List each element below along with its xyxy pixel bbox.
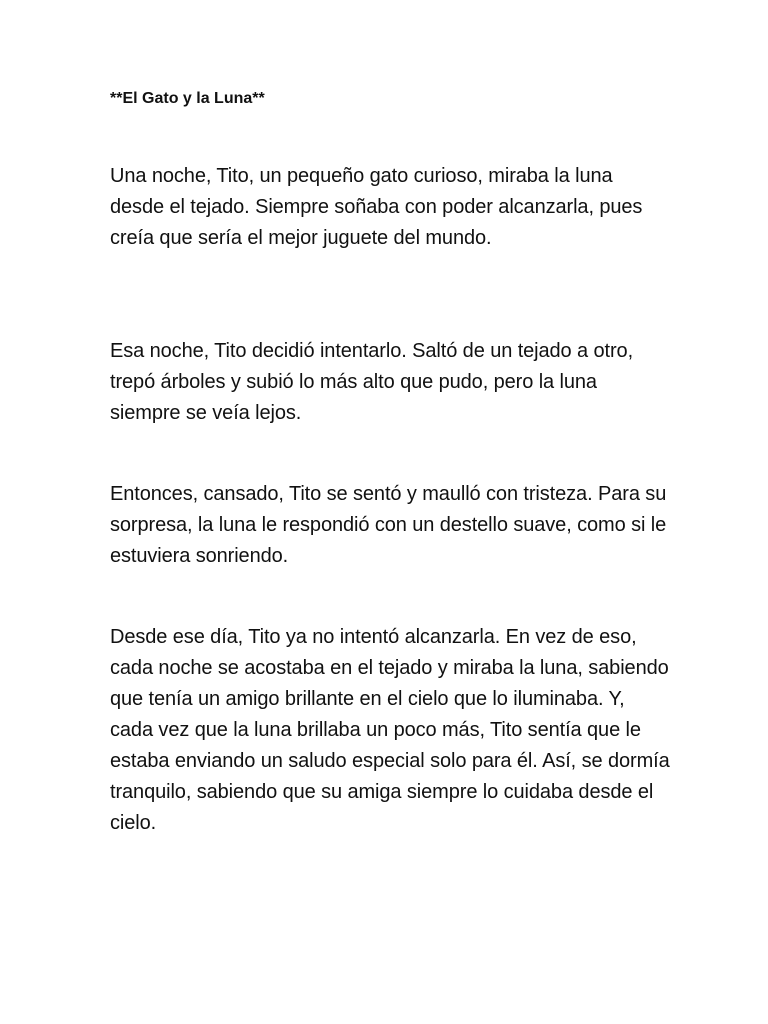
paragraph-1: Una noche, Tito, un pequeño gato curioso, miraba la luna desde el tejado. Siempre soñaba con poder alcanzarla, pues creía que sería el mejor juguete del mundo. — [110, 165, 643, 249]
paragraph-2: Esa noche, Tito decidió intentarlo. Saltó de un tejado a otro, trepó árboles y subió lo más alto que pudo, pero la luna siempre se veía lejos. — [110, 340, 634, 424]
document-title: **El Gato y la Luna** — [110, 90, 265, 107]
paragraph-3: Entonces, cansado, Tito se sentó y maulló con tristeza. Para su sorpresa, la luna le respondió con un destello suave, como si le estuviera sonriendo. — [110, 483, 667, 567]
paragraph-4: Desde ese día, Tito ya no intentó alcanzarla. En vez de eso, cada noche se acostaba en el tejado y miraba la luna, sabiendo que tenía un amigo brillante en el cielo que lo iluminaba. Y, cada vez que la luna brillaba un poco más, Tito sentía que le estaba enviando un saludo especial solo para él. Así, se dormía tranquilo, sabiendo que su amiga siempre lo cuidaba desde el cielo. — [110, 626, 670, 834]
